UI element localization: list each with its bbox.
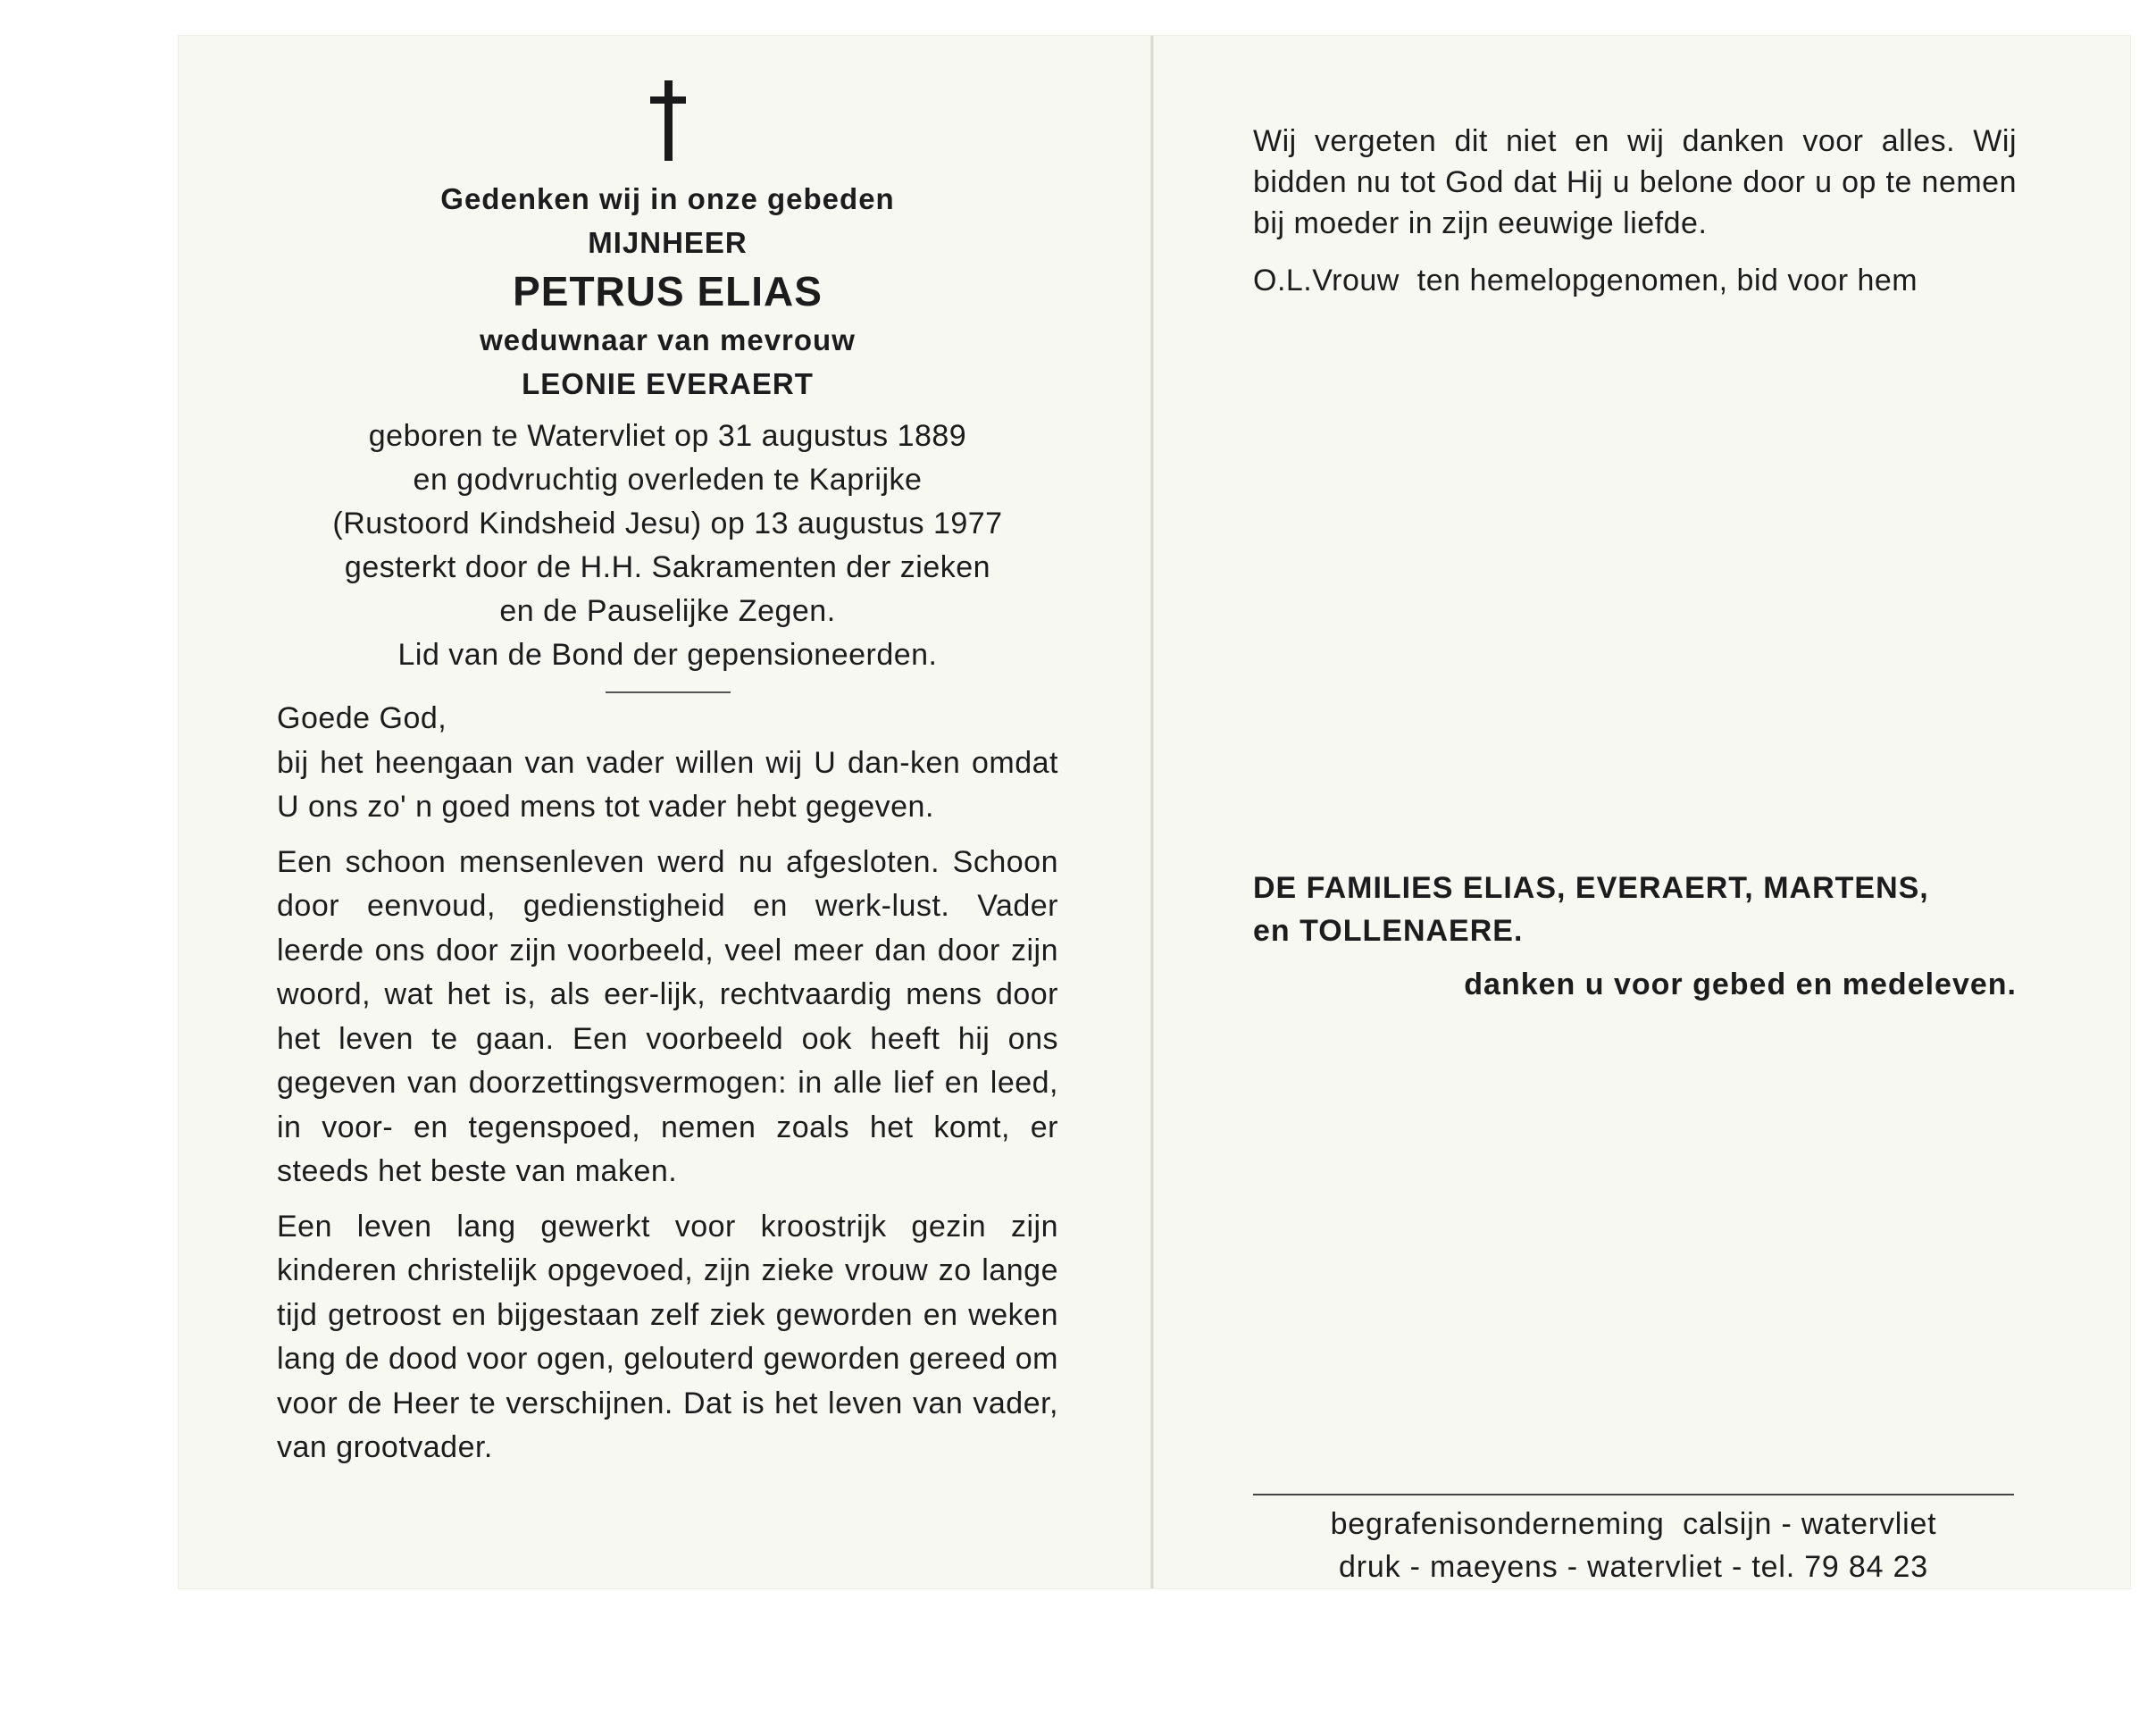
- prayer-line: O.L.Vrouw ten hemelopgenomen, bid voor hem: [1253, 264, 1918, 297]
- biography: [277, 415, 1058, 677]
- card-fold: [1150, 36, 1154, 1588]
- divider: [606, 691, 731, 693]
- deceased-name: PETRUS ELIAS: [513, 268, 823, 314]
- bio-line: geboren te Watervliet op 31 augustus 1889: [368, 419, 967, 453]
- footer-line: druk - maeyens - watervliet - tel. 79 84 23: [1339, 1550, 1928, 1584]
- bio-line: en de Pauselijke Zegen.: [499, 594, 836, 628]
- closing-paragraph: Wij vergeten dit niet en wij danken voor alles. Wij bidden nu tot God dat Hij u belone door u op te nemen bij moeder in zijn eeuwige liefde.: [1253, 124, 2017, 240]
- tribute-text: [277, 697, 1058, 1470]
- footer-line: begrafenisonderneming calsijn - watervliet: [1330, 1507, 1937, 1541]
- tribute-paragraph: Een leven lang gewerkt voor kroostrijk gezin zijn kinderen christelijk opgevoed, zijn zieke vrouw zo lange tijd getroost en bijgestaan zelf ziek geworden en weken lang de dood voor ogen, gelouterd geworden gereed om voor de Heer te verschijnen. Dat is het leven van vader, van grootvader.: [277, 1209, 1058, 1464]
- bio-line: Lid van de Bond der gepensioneerden.: [397, 638, 938, 672]
- relation-text: weduwnaar van mevrouw: [480, 323, 856, 356]
- printer-footer: [1253, 1503, 2014, 1588]
- bio-line: gesterkt door de H.H. Sakramenten der zieken: [344, 550, 991, 584]
- closing-text: [1253, 121, 2017, 244]
- left-panel: [277, 80, 1058, 1481]
- intro-text: Gedenken wij in onze gebeden: [440, 182, 895, 215]
- honorific: MIJNHEER: [588, 226, 748, 259]
- families-line: DE FAMILIES ELIAS, EVERAERT, MARTENS,: [1253, 871, 1929, 905]
- right-panel: [1253, 121, 2017, 301]
- spouse-name: LEONIE EVERAERT: [522, 367, 814, 400]
- families-line: en TOLLENAERE.: [1253, 914, 1524, 948]
- cross-icon: [650, 80, 686, 161]
- footer-divider: [1253, 1494, 2014, 1495]
- bio-line: en godvruchtig overleden te Kaprijke: [413, 463, 923, 497]
- thanks-line: danken u voor gebed en medeleven.: [1464, 968, 2017, 1001]
- families-block: [1253, 867, 2017, 1006]
- bio-line: (Rustoord Kindsheid Jesu) op 13 augustus 1977: [332, 507, 1003, 540]
- tribute-paragraph: Goede God, bij het heengaan van vader willen wij U dan-ken omdat U ons zo' n goed mens tot vader hebt gegeven.: [277, 701, 1058, 824]
- tribute-paragraph: Een schoon mensenleven werd nu afgesloten. Schoon door eenvoud, gedienstigheid en werk-lust. Vader leerde ons door zijn voorbeeld, veel meer dan door zijn woord, wat het is, als eer-lijk, rechtvaardig mens door het leven te gaan. Een voorbeeld ook heeft hij ons gegeven van doorzettingsvermogen: in alle lief en leed, in voor- en tegenspoed, nemen zoals het komt, er steeds het beste van maken.: [277, 844, 1058, 1188]
